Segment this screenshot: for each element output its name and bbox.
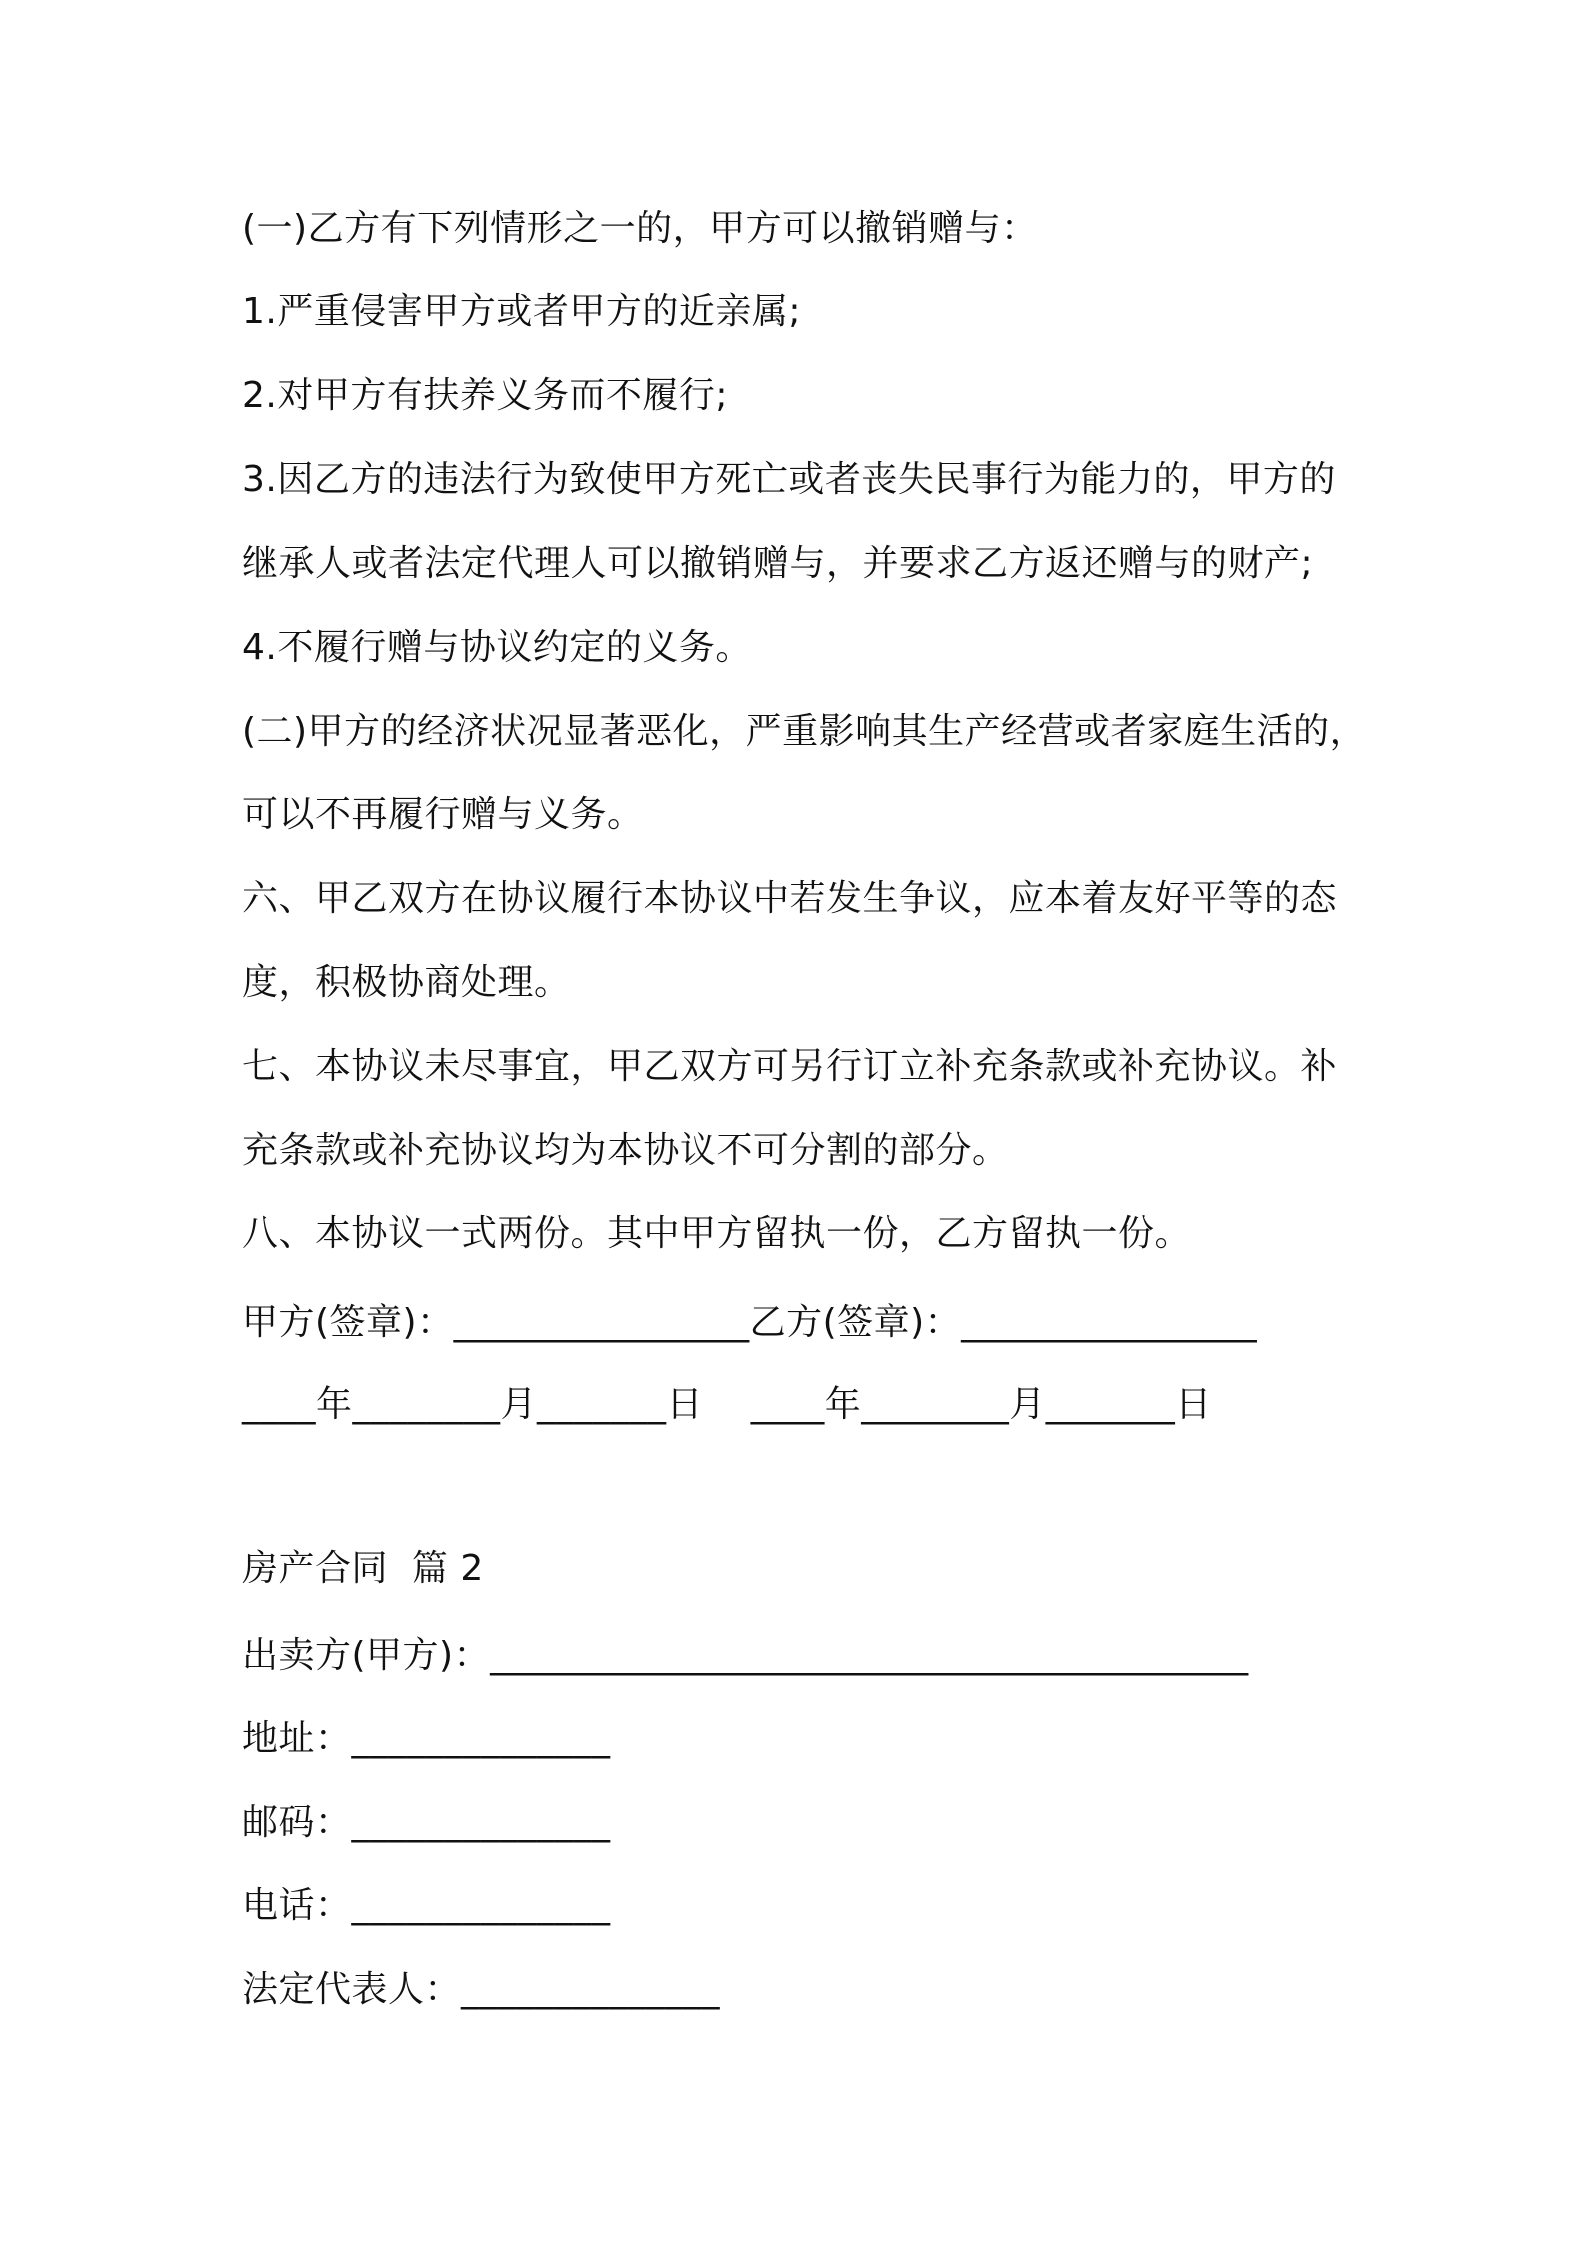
clause-paragraph-continued: 可以不再履行赠与义务。	[242, 794, 644, 835]
phone-field: 电话：______________	[242, 1885, 611, 1926]
postcode-field: 邮码：______________	[242, 1802, 611, 1843]
list-item: 2.对甲方有扶养义务而不履行;	[242, 375, 728, 416]
revoke-intro: (一)乙方有下列情形之一的，甲方可以撤销赠与：	[242, 208, 1038, 249]
clause-paragraph: (二)甲方的经济状况显著恶化，严重影响其生产经营或者家庭生活的，	[242, 711, 1367, 752]
list-item: 4.不履行赠与协议约定的义务。	[242, 627, 752, 668]
article-eight: 八、本协议一式两份。其中甲方留执一份，乙方留执一份。	[242, 1213, 1192, 1254]
list-item-continued: 继承人或者法定代理人可以撤销赠与，并要求乙方返还赠与的财产;	[242, 543, 1314, 584]
article-seven-continued: 充条款或补充协议均为本协议不可分割的部分。	[242, 1130, 1009, 1171]
seller-field: 出卖方(甲方)：_________________________________________	[242, 1635, 1249, 1676]
article-six-continued: 度，积极协商处理。	[242, 962, 571, 1003]
address-field: 地址：______________	[242, 1718, 611, 1759]
article-six: 六、甲乙双方在协议履行本协议中若发生争议，应本着友好平等的态	[242, 878, 1338, 919]
legal-representative-field: 法定代表人：______________	[242, 1969, 721, 2010]
article-seven: 七、本协议未尽事宜，甲乙双方可另行订立补充条款或补充协议。补	[242, 1046, 1338, 1087]
list-item: 1.严重侵害甲方或者甲方的近亲属;	[242, 291, 801, 332]
date-line: ____年________月_______日 ____年________月_______日	[242, 1384, 1212, 1425]
signature-line: 甲方(签章)：________________乙方(签章)：________________	[242, 1302, 1258, 1343]
section-title: 房产合同 篇 2	[242, 1548, 484, 1589]
list-item: 3.因乙方的违法行为致使甲方死亡或者丧失民事行为能力的，甲方的	[242, 459, 1336, 500]
